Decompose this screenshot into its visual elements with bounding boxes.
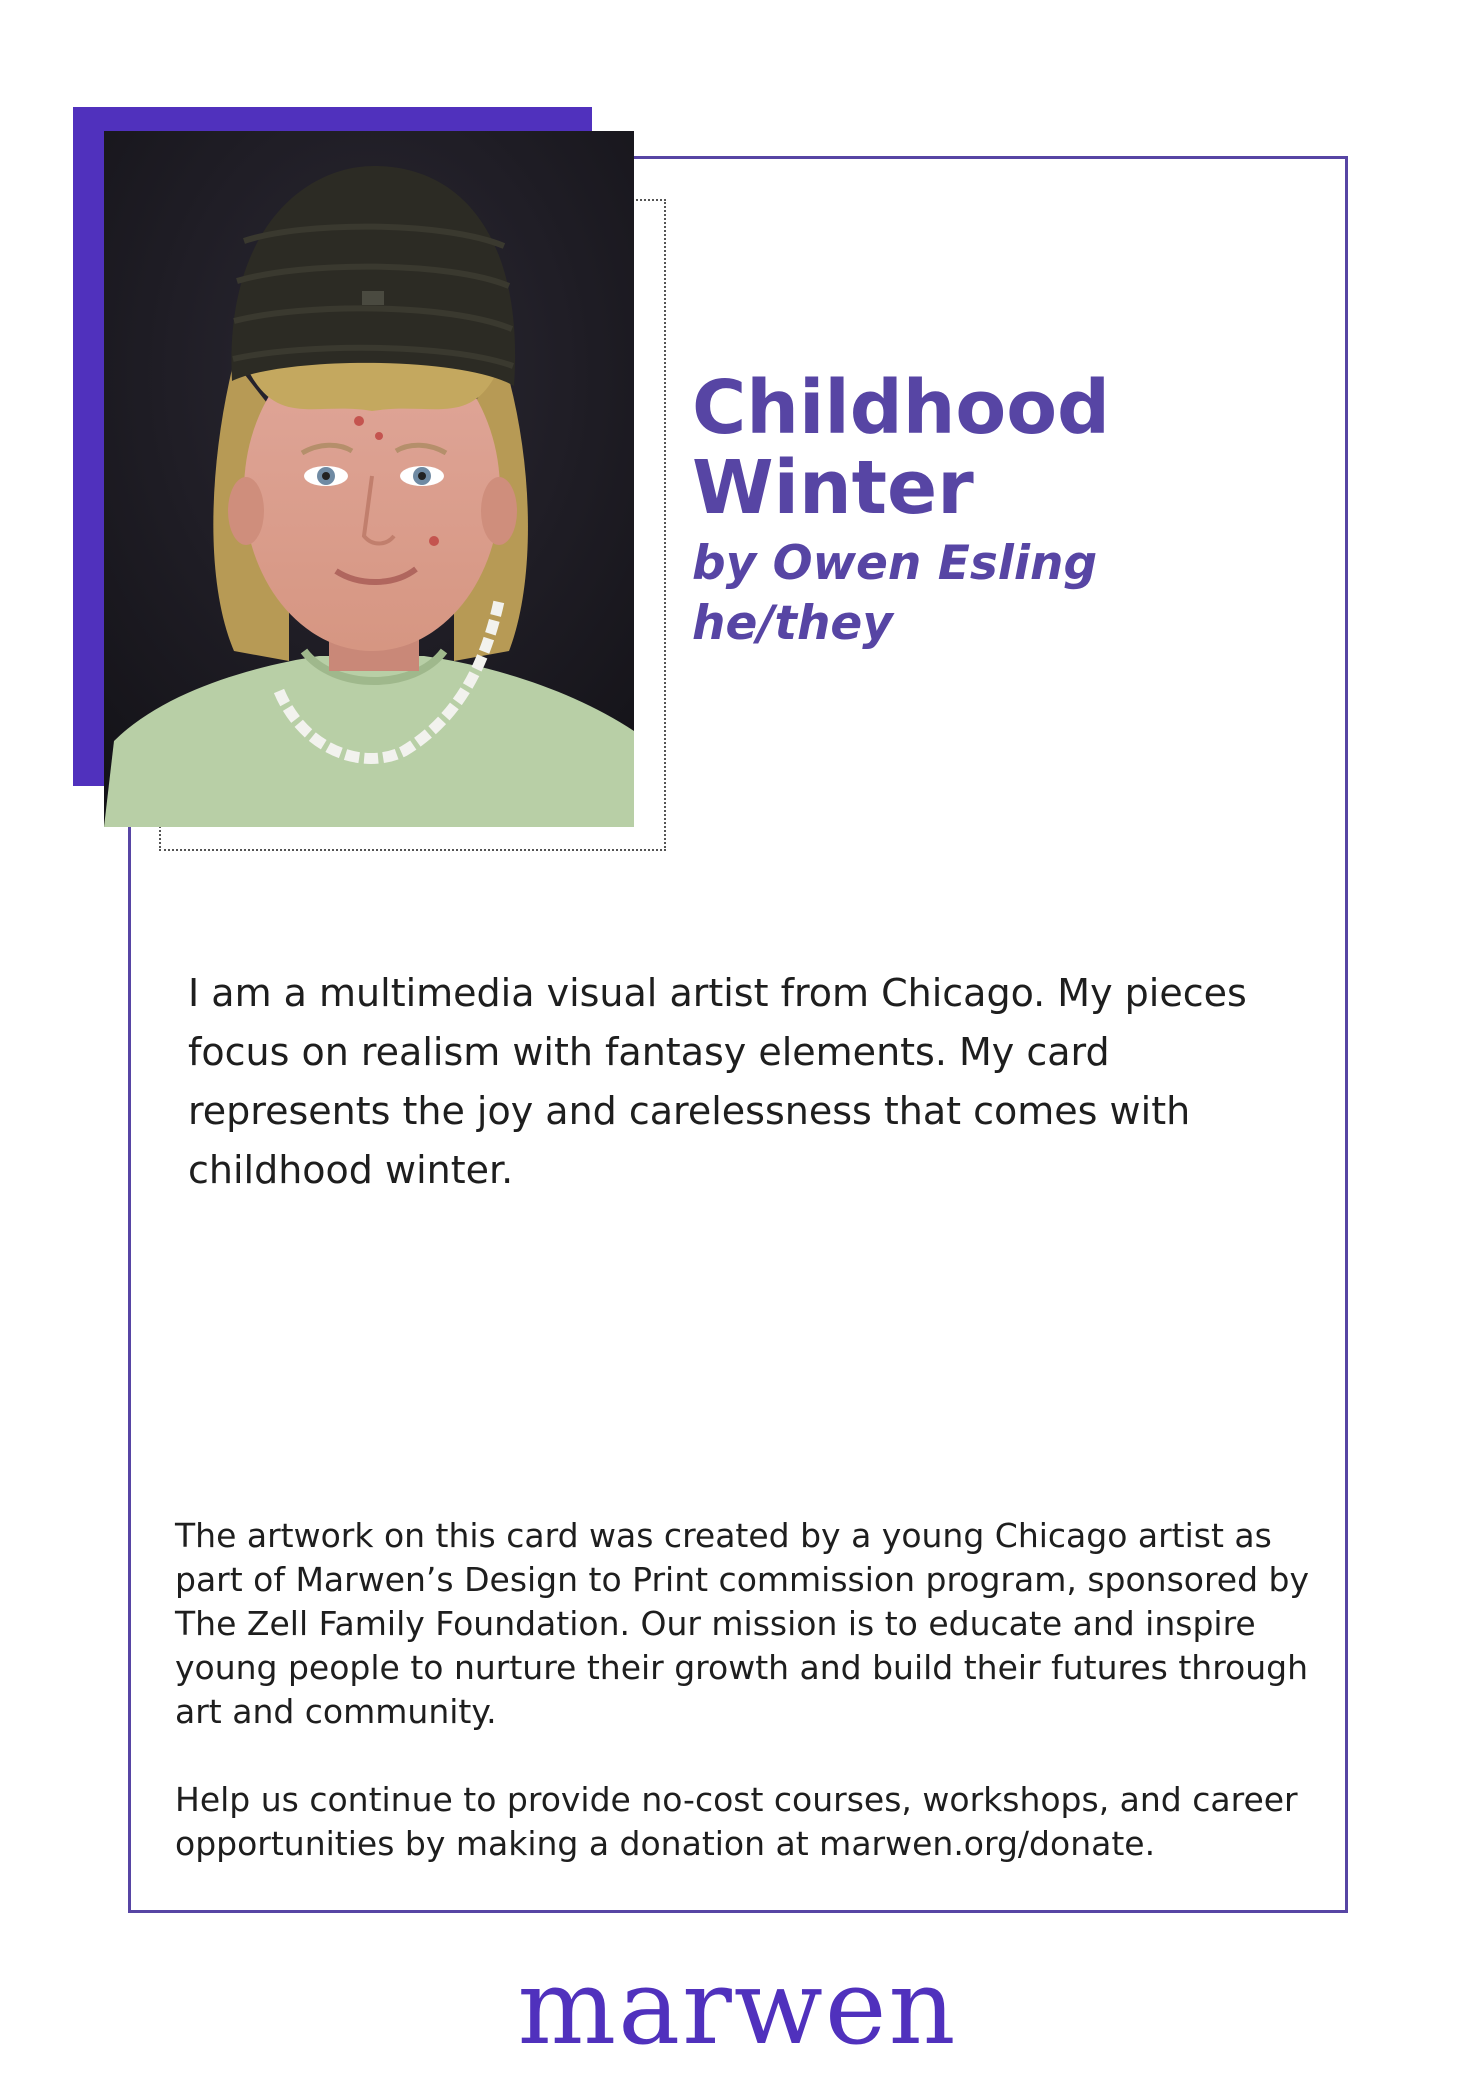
- artwork-title: Childhood Winter: [692, 365, 1111, 531]
- artist-portrait: [104, 131, 634, 827]
- marwen-logo: marwen: [517, 1946, 958, 2068]
- artist-statement: I am a multimedia visual artist from Chicago. My pieces focus on realism with fantasy elements. My card represents the joy and carelessness that comes with childhood winter.: [188, 971, 1247, 1192]
- program-description: The artwork on this card was created by a young Chicago artist as part of Marwen’s Design to Print commission program, sponsored by The Zell Family Foundation. Our mission is to educate and inspire young people to nurture their growth and build their futures through art and community.: [175, 1516, 1310, 1731]
- title-block: [692, 365, 1111, 654]
- artist-pronouns: he/they: [692, 596, 893, 651]
- artist-byline: by Owen Esling: [692, 536, 1098, 591]
- donation-appeal: Help us continue to provide no-cost courses, workshops, and career opportunities by making a donation at marwen.org/donate.: [175, 1780, 1298, 1863]
